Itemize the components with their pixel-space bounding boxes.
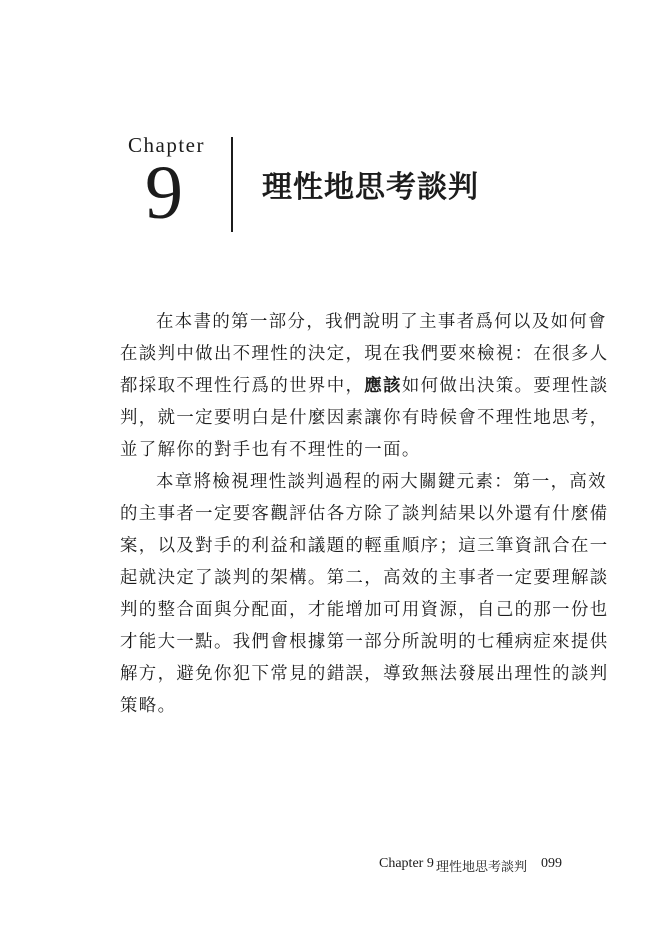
- paragraph-line: 案，以及對手的利益和議題的輕重順序；這三筆資訊合在一: [120, 536, 609, 556]
- footer-chapter: Chapter 9: [379, 856, 434, 871]
- paragraph-line: 的主事者一定要客觀評估各方除了談判結果以外還有什麼備: [120, 504, 609, 524]
- paragraph-line: 策略。: [120, 696, 177, 716]
- text-run: 都採取不理性行爲的世界中，: [120, 376, 365, 396]
- emphasis-text: 應該: [364, 376, 402, 396]
- chapter-divider: [231, 137, 233, 232]
- paragraph-line: 起就決定了談判的架構。第二，高效的主事者一定要理解談: [120, 568, 609, 588]
- paragraph-line: 並了解你的對手也有不理性的一面。: [120, 440, 421, 460]
- chapter-label: Chapter: [128, 133, 205, 157]
- paragraph-line: 解方，避免你犯下常見的錯誤，導致無法發展出理性的談判: [120, 664, 609, 684]
- chapter-title: 理性地思考談判: [262, 170, 479, 205]
- footer-title: 理性地思考談判: [436, 860, 528, 875]
- paragraph-line: [120, 370, 609, 402]
- chapter-number: 9: [145, 151, 183, 235]
- paragraph-line: 才能大一點。我們會根據第一部分所說明的七種病症來提供: [120, 632, 609, 652]
- text-run: 如何做出決策。要理性談: [401, 376, 609, 396]
- paragraph-line: 在本書的第一部分，我們說明了主事者爲何以及如何會: [156, 312, 607, 332]
- paragraph-line: 判的整合面與分配面，才能增加可用資源，自己的那一份也: [120, 600, 609, 620]
- paragraph-line: 本章將檢視理性談判過程的兩大關鍵元素：第一，高效: [156, 472, 607, 492]
- paragraph-line: 在談判中做出不理性的決定，現在我們要來檢視：在很多人: [120, 344, 609, 364]
- page-number: 099: [541, 856, 562, 871]
- paragraph-line: 判，就一定要明白是什麼因素讓你有時候會不理性地思考，: [120, 408, 609, 428]
- body-text: [120, 306, 609, 722]
